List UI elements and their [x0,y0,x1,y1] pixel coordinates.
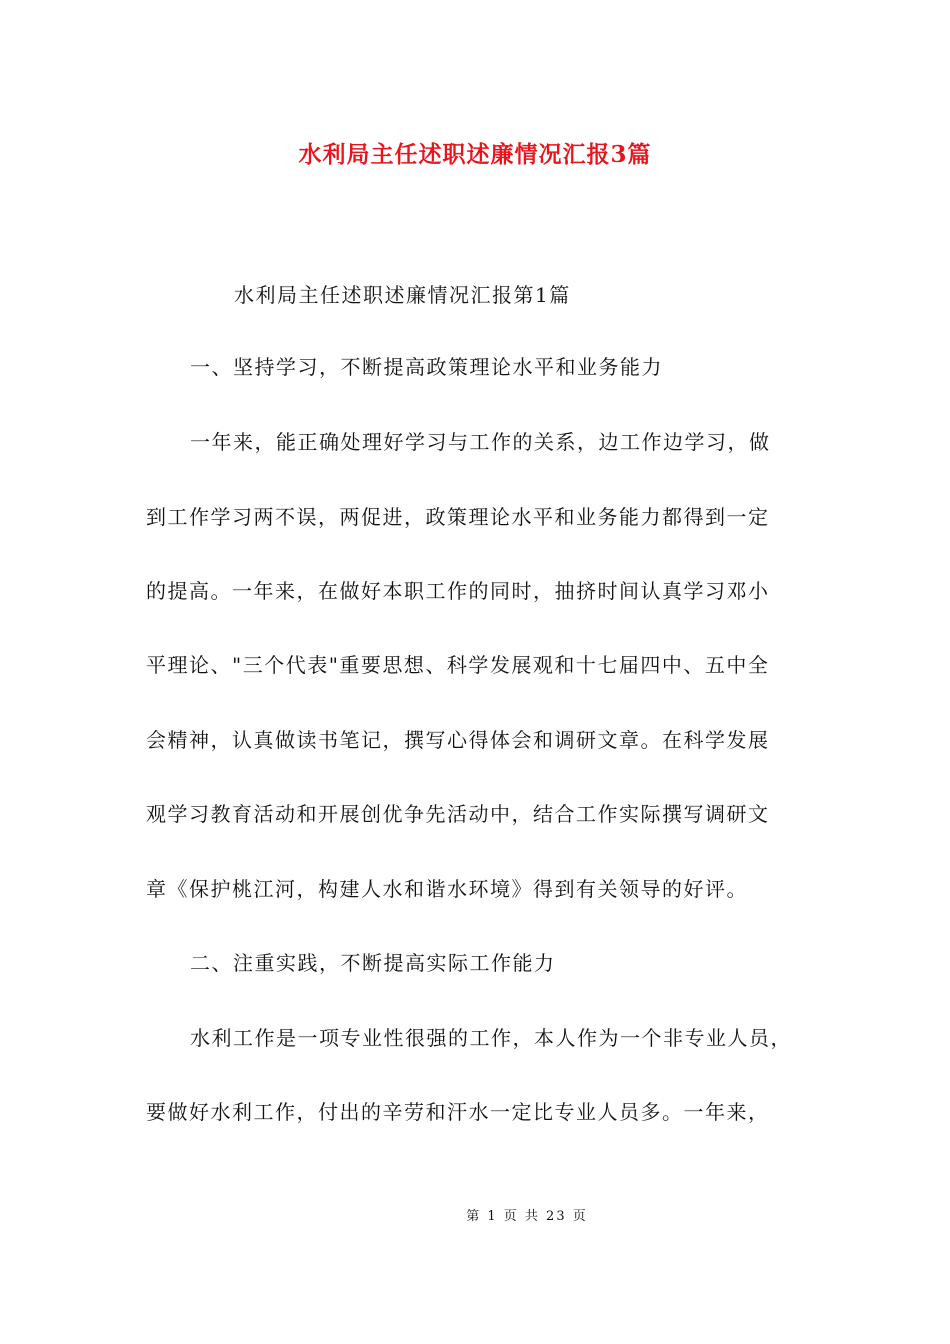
paragraph-line: 水利工作是一项专业性很强的工作，本人作为一个非专业人员， [190,1026,792,1050]
paragraph-line: 章《保护桃江河，构建人水和谐水环境》得到有关领导的好评。 [146,877,748,901]
paragraph-line: 平理论、"三个代表"重要思想、科学发展观和十七届四中、五中全 [146,653,770,677]
page-number: 第 1 页 共 23 页 [466,1209,588,1224]
paragraph-line: 到工作学习两不误，两促进，政策理论水平和业务能力都得到一定 [146,505,770,529]
heading-2: 二、注重实践，不断提高实际工作能力 [190,951,556,975]
paragraph-line: 的提高。一年来，在做好本职工作的同时，抽挤时间认真学习邓小 [146,579,770,603]
heading-1: 一、坚持学习，不断提高政策理论水平和业务能力 [190,355,663,379]
paragraph-line: 会精神，认真做读书笔记，撰写心得体会和调研文章。在科学发展 [146,728,770,752]
paragraph-line: 观学习教育活动和开展创优争先活动中，结合工作实际撰写调研文 [146,802,770,826]
paragraph-line: 一年来，能正确处理好学习与工作的关系，边工作边学习，做 [190,430,771,454]
section-subtitle: 水利局主任述职述廉情况汇报第1篇 [234,283,571,307]
document-title: 水利局主任述职述廉情况汇报3篇 [298,141,652,168]
page-footer [0,1207,950,1227]
paragraph-line: 要做好水利工作，付出的辛劳和汗水一定比专业人员多。一年来， [146,1100,770,1124]
